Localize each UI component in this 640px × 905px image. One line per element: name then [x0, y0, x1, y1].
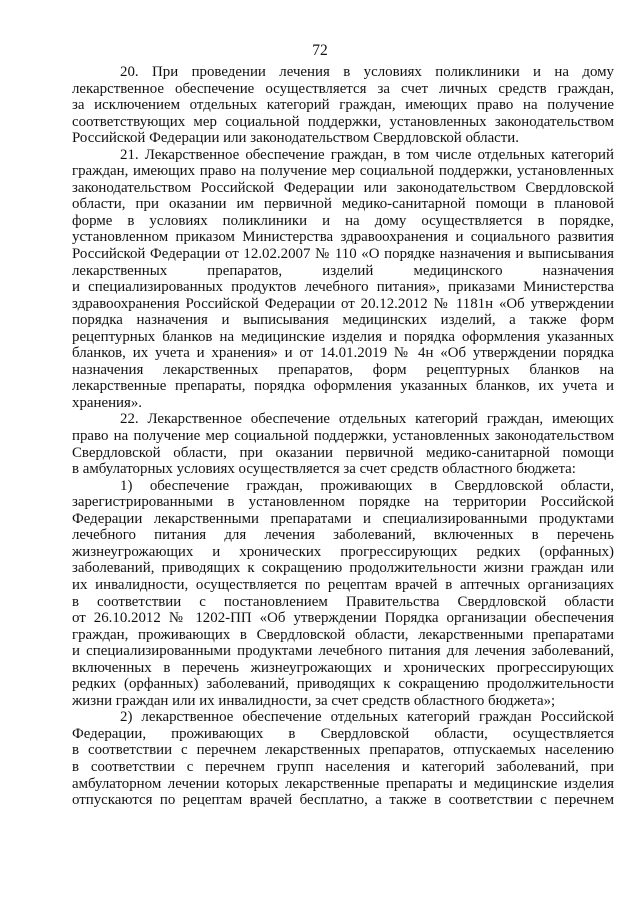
text-line: Российской Федерации или законодательством Свердловской области.: [72, 130, 519, 147]
text-line: Федерации лекарственными препаратами и специализированными продуктами: [72, 510, 614, 527]
text-line: лечебного питания для лечения заболеваний, включенных в перечень: [72, 527, 614, 544]
body-text: [72, 64, 614, 809]
text-line: бланков, их учета и хранения» и от 14.01.2019 № 4н «Об утверждении порядка: [72, 345, 614, 362]
text-line: Свердловской области, при оказании первичной медико-санитарной помощи: [72, 444, 614, 461]
text-line: форме в условиях поликлиники и на дому осуществляется в порядке,: [72, 212, 614, 229]
text-line: лекарственное обеспечение осуществляется за счет личных средств граждан,: [72, 80, 614, 97]
text-line: жизни граждан или их инвалидности, за счет средств областного бюджета»;: [72, 692, 556, 709]
text-line: 21. Лекарственное обеспечение граждан, в том числе отдельных категорий: [120, 146, 614, 163]
text-line: 2) лекарственное обеспечение отдельных категорий граждан Российской: [120, 709, 614, 726]
text-line: зарегистрированными в установленном порядке на территории Российской: [72, 494, 614, 511]
text-line: граждан, проживающих в Свердловской области, лекарственными препаратами: [72, 626, 614, 643]
text-line: законодательством Российской Федерации или законодательством Свердловской: [72, 179, 614, 196]
text-line: от 26.10.2012 № 1202-ПП «Об утверждении Порядка организации обеспечения: [72, 610, 614, 627]
text-line: хранения».: [72, 394, 143, 411]
text-line: редких (орфанных) заболеваний, приводящих к сокращению продолжительности: [72, 676, 614, 693]
text-line: установленном приказом Министерства здравоохранения и социального развития: [72, 229, 614, 246]
text-line: порядка назначения и выписывания медицинских изделий, а также форм: [72, 312, 614, 329]
text-line: заболеваний, приводящих к сокращению продолжительности жизни граждан или: [72, 560, 614, 577]
text-line: рецептурных бланков на медицинские изделия и порядка оформления указанных: [72, 328, 614, 345]
text-line: и специализированных продуктов лечебного питания», приказами Министерства: [72, 279, 614, 296]
text-line: назначения лекарственных препаратов, форм рецептурных бланков на: [72, 361, 614, 378]
text-line: граждан, имеющих право на получение мер социальной поддержки, установленных: [72, 163, 614, 180]
text-line: за исключением отдельных категорий граждан, имеющих право на получение: [72, 97, 614, 114]
text-line: в амбулаторных условиях осуществляется за счет средств областного бюджета:: [72, 461, 576, 478]
text-line: амбулаторном лечении которых лекарственные препараты и медицинские изделия: [72, 775, 614, 792]
text-line: в соответствии с перечнем лекарственных препаратов, отпускаемых населению: [72, 742, 614, 759]
text-line: лекарственные препараты, порядка оформления указанных бланков, их учета и: [72, 378, 614, 395]
text-line: включенных в перечень жизнеугрожающих и хронических прогрессирующих: [72, 659, 614, 676]
text-line: 22. Лекарственное обеспечение отдельных категорий граждан, имеющих: [120, 411, 614, 428]
text-line: области, при оказании им первичной медико-санитарной помощи в плановой: [72, 196, 614, 213]
text-line: жизнеугрожающих и хронических прогрессирующих редких (орфанных): [72, 543, 614, 560]
text-line: Российской Федерации от 12.02.2007 № 110 «О порядке назначения и выписывания: [72, 246, 614, 263]
text-line: 1) обеспечение граждан, проживающих в Свердловской области,: [120, 477, 614, 494]
text-line: право на получение мер социальной поддержки, установленных законодательством: [72, 428, 614, 445]
text-line: Федерации, проживающих в Свердловской области, осуществляется: [72, 725, 614, 742]
text-line: и специализированными продуктами лечебного питания для лечения заболеваний,: [72, 643, 614, 660]
text-line: здравоохранения Российской Федерации от 20.12.2012 № 1181н «Об утверждении: [72, 295, 614, 312]
page-number: 72: [312, 42, 328, 59]
text-line: в соответствии с постановлением Правительства Свердловской области: [72, 593, 614, 610]
text-line: лекарственных препаратов, изделий медицинского назначения: [72, 262, 614, 279]
text-line: 20. При проведении лечения в условиях поликлиники и на дому: [120, 64, 614, 80]
text-line: отпускаются по рецептам врачей бесплатно, а также в соответствии с перечнем: [72, 792, 614, 809]
text-line: соответствующих мер социальной поддержки, установленных законодательством: [72, 113, 614, 130]
text-line: их инвалидности, осуществляется по рецептам врачей в аптечных организациях: [72, 576, 614, 593]
text-line: в соответствии с перечнем групп населения и категорий заболеваний, при: [72, 758, 614, 775]
